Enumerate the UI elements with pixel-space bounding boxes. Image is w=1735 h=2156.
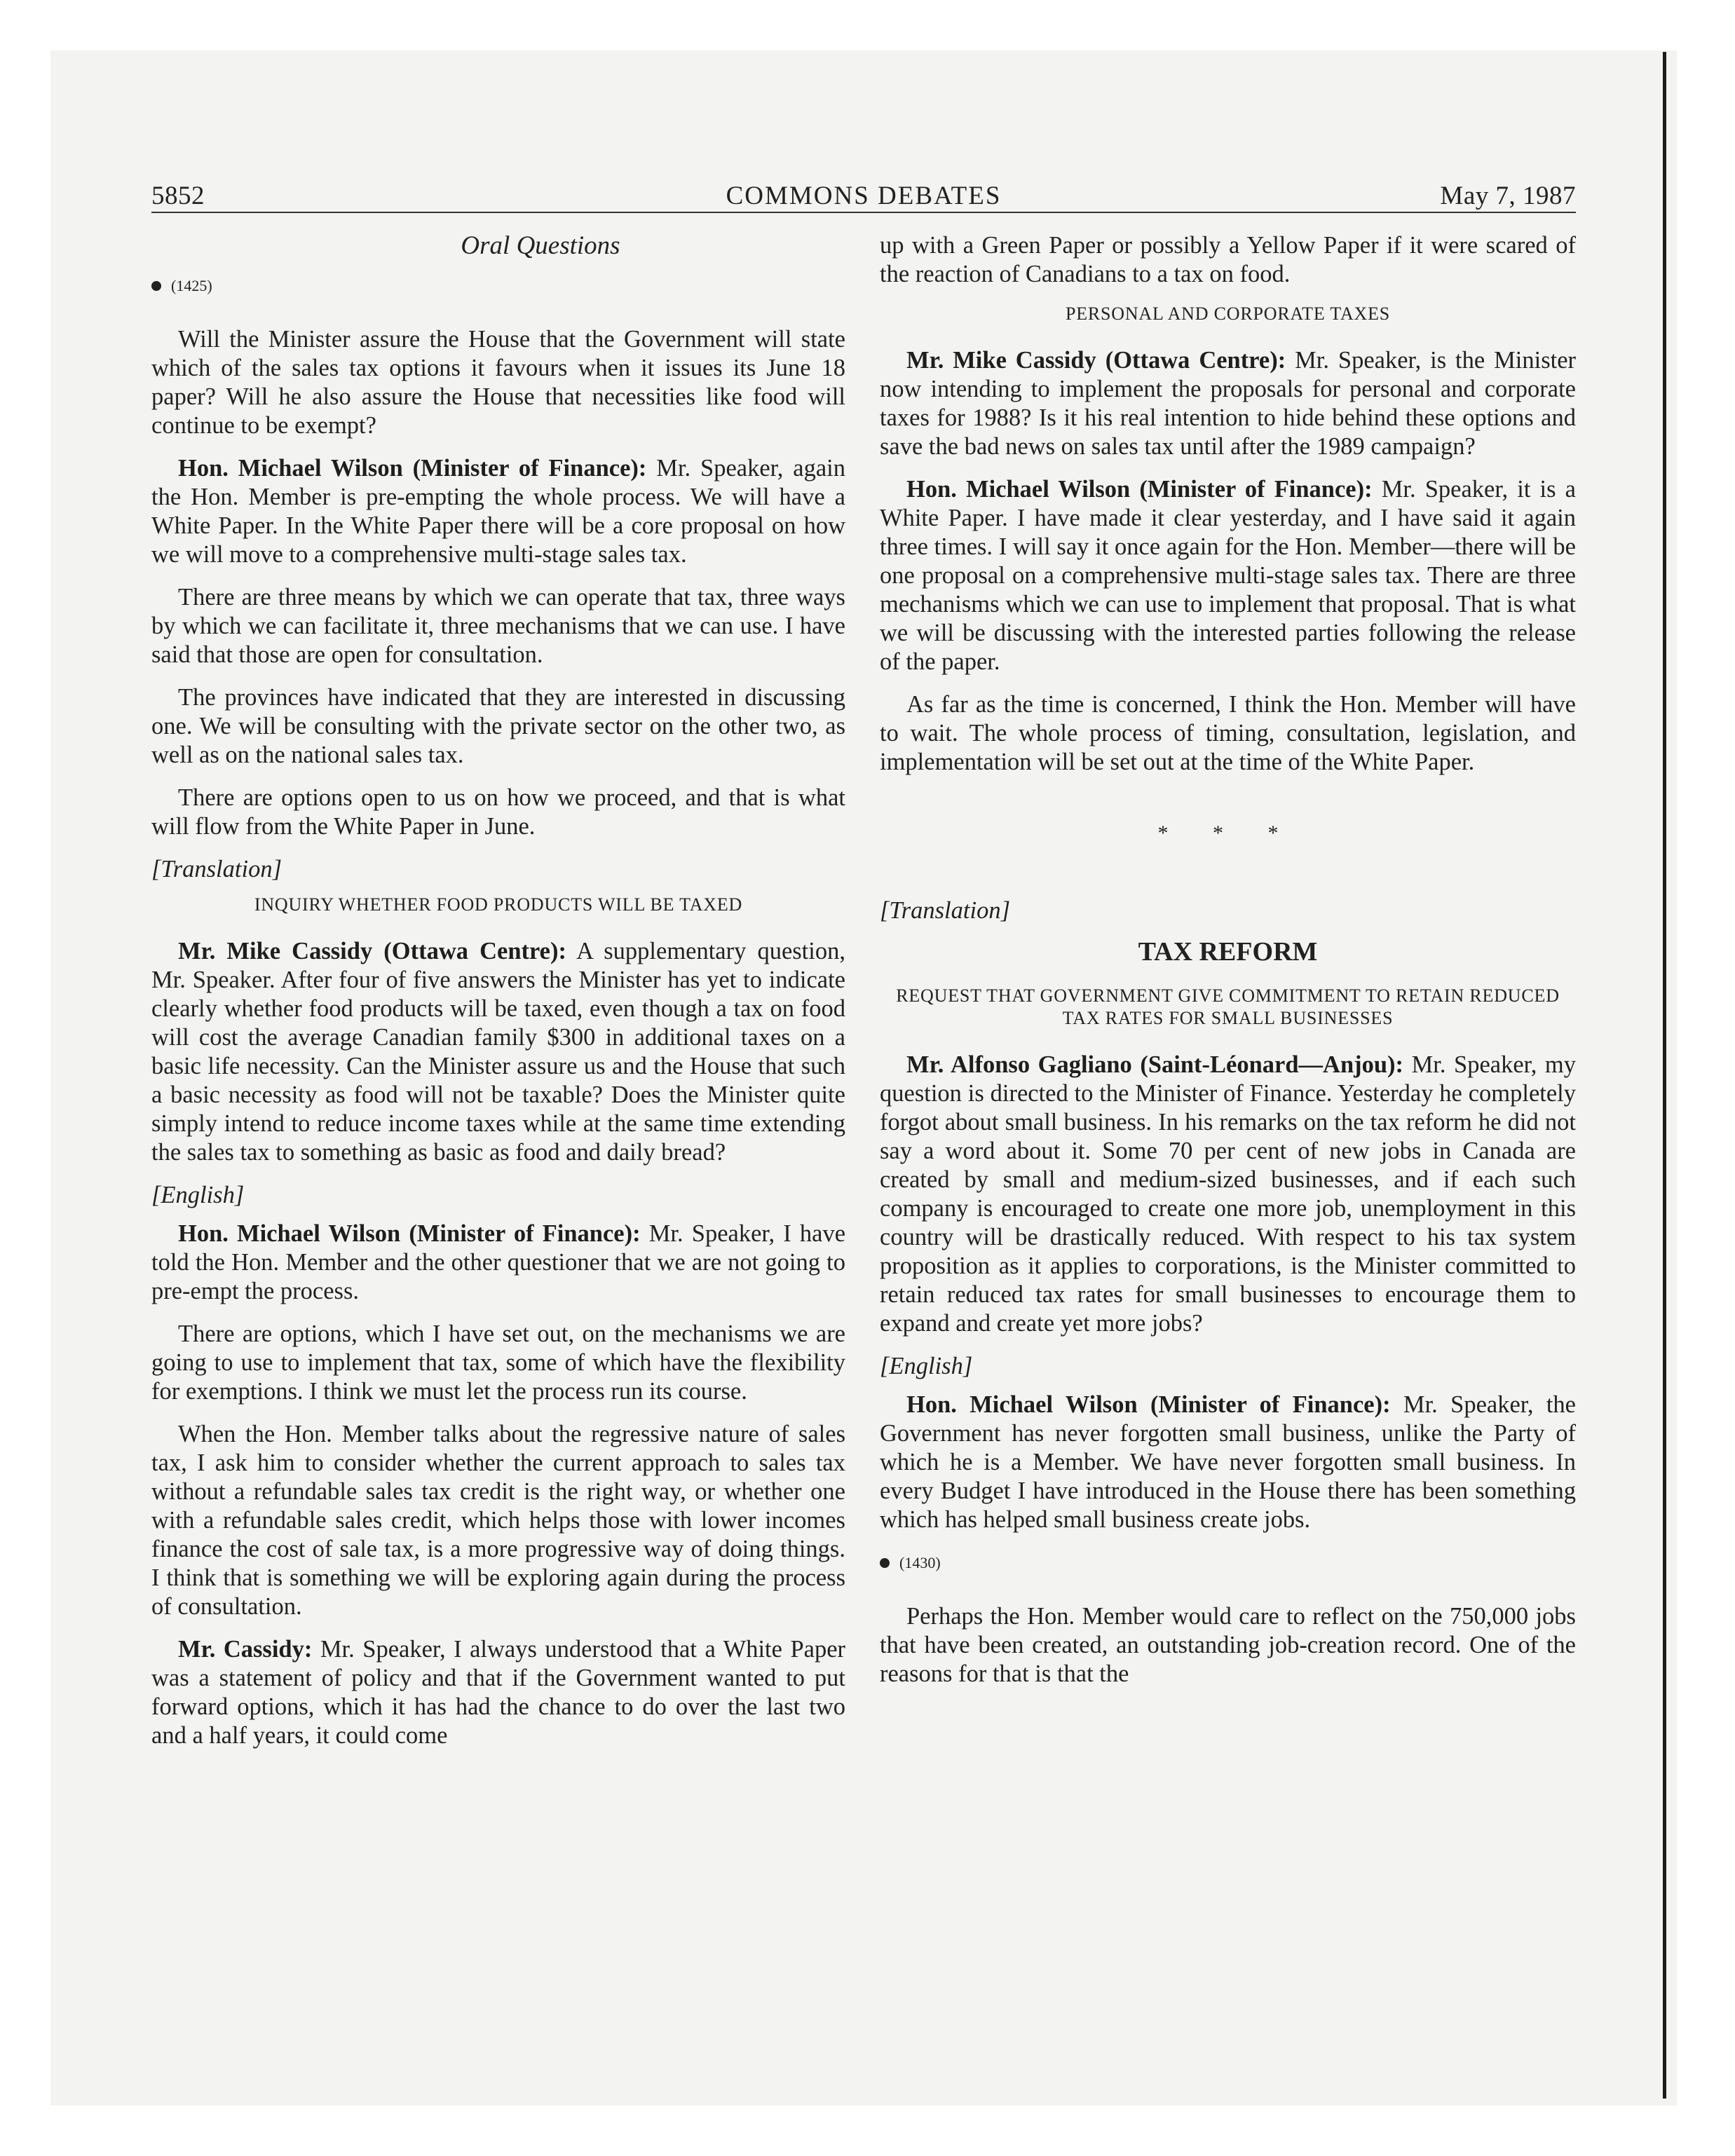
speaker-name: Hon. Michael Wilson (Minister of Finance):	[178, 1220, 641, 1247]
speaker-name: Mr. Cassidy:	[178, 1636, 313, 1663]
bullet-icon	[151, 281, 161, 291]
paragraph	[151, 454, 845, 569]
publication-date: May 7, 1987	[1440, 182, 1576, 210]
language-note: [Translation]	[151, 856, 282, 882]
left-column	[151, 231, 845, 1764]
paragraph: Perhaps the Hon. Member would care to reflect on the 750,000 jobs that have been created, an outstanding job-creation record. One of the reasons for that is that the	[880, 1603, 1576, 1687]
paragraph	[880, 1391, 1576, 1534]
speaker-name: Mr. Mike Cassidy (Ottawa Centre):	[906, 347, 1286, 374]
paragraph: There are three means by which we can operate that tax, three ways by which we can facilitate it, three mechanisms that we can use. I have said that those are open for consultation.	[151, 584, 845, 668]
page-number: 5852	[151, 182, 205, 210]
timestamp-marker	[151, 271, 845, 300]
major-heading: TAX REFORM	[1138, 937, 1318, 967]
paragraph	[151, 1220, 845, 1306]
paragraph: When the Hon. Member talks about the regressive nature of sales tax, I ask him to consider whether the current approach to sales tax without a refundable sales tax credit is the right way, or whether one with a refundable sales credit, which helps those with lower incomes finance the cost of sale tax, is a more progressive way of doing things. I think that is something we will be exploring again during the process of consultation.	[151, 1421, 845, 1620]
paragraph	[151, 1635, 845, 1750]
paragraph: up with a Green Paper or possibly a Yellow Paper if it were scared of the reaction of Canadians to a tax on food.	[880, 232, 1576, 287]
right-column	[880, 231, 1576, 1703]
subheading: REQUEST THAT GOVERNMENT GIVE COMMITMENT TO RETAIN REDUCED TAX RATES FOR SMALL BUSINESSES	[896, 985, 1560, 1028]
paragraph: As far as the time is concerned, I think the Hon. Member will have to wait. The whole process of timing, consultation, legislation, and implementation will be set out at the time of the White Paper.	[880, 691, 1576, 775]
subheading: PERSONAL AND CORPORATE TAXES	[1065, 303, 1391, 324]
paragraph: There are options, which I have set out, on the mechanisms we are going to use to implement that tax, some of which have the flexibility for exemptions. I think we must let the process run its course.	[151, 1321, 845, 1405]
speech-text: Mr. Speaker, again the Hon. Member is pre-empting the whole process. We will have a White Paper. In the White Paper there will be a core proposal on how we will move to a comprehensive multi-stage sales tax.	[151, 455, 845, 568]
paragraph: Will the Minister assure the House that the Government will state which of the sales tax options it favours when it issues its June 18 paper? Will he also assure the House that necessities like food will continue to be exempt?	[151, 326, 845, 439]
paragraph: There are options open to us on how we proceed, and that is what will flow from the White Paper in June.	[151, 784, 845, 840]
subheading: INQUIRY WHETHER FOOD PRODUCTS WILL BE TAXED	[254, 894, 743, 915]
section-title: Oral Questions	[461, 231, 620, 260]
timestamp-marker	[880, 1548, 1576, 1577]
paragraph	[880, 1051, 1576, 1338]
speech-text: Mr. Speaker, I have told the Hon. Member and the other questioner that we are not going to pre-empt the process.	[151, 1220, 846, 1304]
paragraph	[880, 475, 1576, 676]
section-divider: * * *	[1157, 821, 1298, 845]
speech-text: Mr. Speaker, my question is directed to the Minister of Finance. Yesterday he completely forgot about small business. In his remarks on the tax reform he did not say a word about it. Some 70 per cent of new jobs in Canada are created by small and medium-sized businesses, and if each such company is encouraged to create one more job, unemployment in this country will be drastically reduced. With respect to his tax system proposition as it applies to corporations, is the Minister committed to retain reduced tax rates for small businesses to encourage them to expand and create yet more jobs?	[880, 1051, 1576, 1337]
speech-text: Mr. Speaker, I always understood that a White Paper was a statement of policy and that if the Government wanted to put forward options, which it has had the chance to do over the last two and a half years, it could come	[151, 1636, 845, 1749]
language-note: [Translation]	[880, 897, 1010, 924]
speech-text: Mr. Speaker, the Government has never forgotten small business, unlike the Party of which he is a Member. We have never forgotten small business. In every Budget I have introduced in the House there has been something which has helped small business create jobs.	[880, 1391, 1576, 1533]
timestamp: (1430)	[899, 1554, 941, 1571]
page-edge-shadow	[1663, 52, 1666, 2099]
speech-text: A supplementary question, Mr. Speaker. After four of five answers the Minister has yet to indicate clearly whether food products will be taxed, even though a tax on food will cost the average Canadian family $300 in additional taxes on a basic life necessity. Can the Minister assure us and the House that such a basic necessity as food will not be taxable? Does the Minister quite simply intend to reduce income taxes while at the same time extending the sales tax to something as basic as food and daily bread?	[151, 938, 845, 1166]
paragraph	[151, 937, 845, 1167]
speaker-name: Mr. Alfonso Gagliano (Saint-Léonard—Anjou):	[906, 1051, 1404, 1078]
timestamp: (1425)	[171, 277, 212, 294]
speaker-name: Hon. Michael Wilson (Minister of Finance):	[906, 476, 1373, 503]
language-note: [English]	[880, 1353, 973, 1379]
speaker-name: Hon. Michael Wilson (Minister of Finance):	[178, 455, 647, 482]
speech-text: Mr. Speaker, it is a White Paper. I have made it clear yesterday, and I have said it again three times. I will say it once again for the Hon. Member—there will be one proposal on a comprehensive multi-stage sales tax. There are three mechanisms which we can use to implement that proposal. That is what we will be discussing with the interested parties following the release of the paper.	[880, 476, 1576, 675]
speech-text: Mr. Speaker, is the Minister now intending to implement the proposals for personal and corporate taxes for 1988? Is it his real intention to hide behind these options and save the bad news on sales tax until after the 1989 campaign?	[880, 347, 1577, 460]
publication-title: COMMONS DEBATES	[726, 182, 1002, 210]
paragraph	[880, 346, 1576, 461]
paragraph: The provinces have indicated that they are interested in discussing one. We will be consulting with the private sector on the other two, as well as on the national sales tax.	[151, 684, 845, 768]
speaker-name: Hon. Michael Wilson (Minister of Finance):	[906, 1391, 1391, 1418]
speaker-name: Mr. Mike Cassidy (Ottawa Centre):	[178, 938, 566, 964]
language-note: [English]	[151, 1182, 245, 1208]
bullet-icon	[880, 1558, 890, 1568]
page-header	[151, 177, 1576, 213]
